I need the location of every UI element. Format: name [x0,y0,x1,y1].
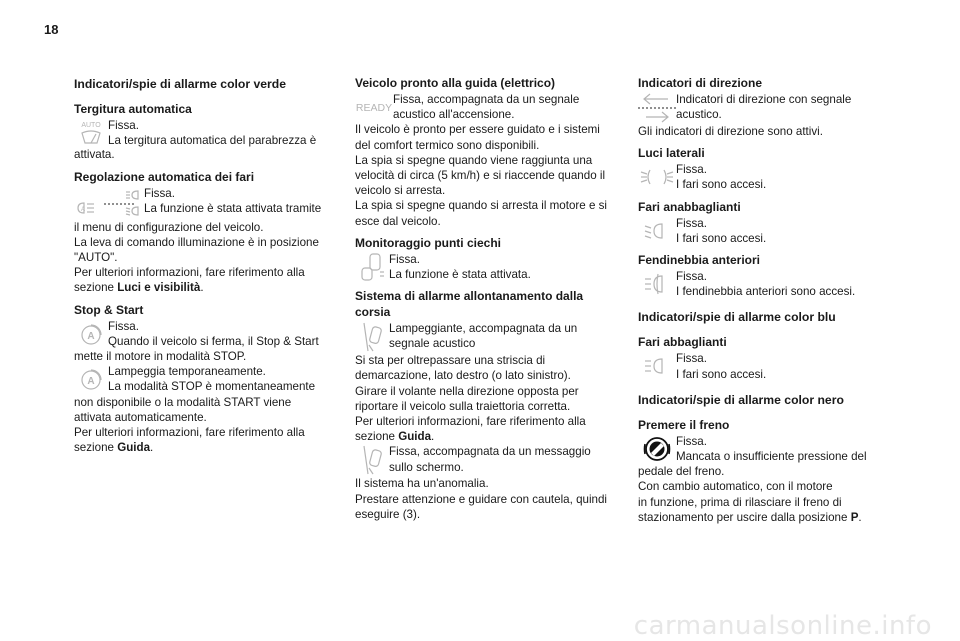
section-title-lane-departure-1: Sistema di allarme allontanamento dalla [355,289,584,304]
lane-departure-a-line6: riportare il veicolo sulla traiettoria corretta. [355,399,571,413]
page-number: 18 [44,22,59,37]
lane-departure-b-line1: Fissa, accompagnata da un messaggio [389,445,591,459]
auto-wiper-icon-label: AUTO [81,122,101,129]
lane-departure-a-line8: sezione Guida. [355,430,435,444]
ready-line4: del comfort termico sono disponibili. [355,138,540,152]
ready-line3: Il veicolo è pronto per essere guidato e i sistemi [355,123,600,137]
side-lights-icon [638,162,676,192]
auto-headlights-line3: il menu di configurazione del veicolo. [74,220,264,234]
section-title-stop-start: Stop & Start [74,302,144,317]
side-lights-row [638,162,888,192]
side-lights-line1: Fissa. [676,163,707,177]
direction-indicators-line2: acustico. [676,108,722,122]
blind-spot-icon [355,252,389,282]
front-fog-icon [638,269,676,299]
stop-start-b-line5: Per ulteriori informazioni, fare riferimento alla [74,426,305,440]
direction-indicators-line1: Indicatori di direzione con segnale [676,93,852,106]
main-beam-line1: Fissa. [676,352,707,366]
stop-start-b-line2: La modalità STOP è momentaneamente [108,380,316,394]
ready-icon-label: READY [356,102,392,114]
lane-departure-b-line5: eseguire (3). [355,507,421,521]
lane-departure-b-line3: Il sistema ha un'anomalia. [355,477,489,491]
direction-indicators-line3: Gli indicatori di direzione sono attivi. [638,125,823,138]
ready-line1: Fissa, accompagnata da un segnale [393,93,580,106]
front-fog-line1: Fissa. [676,270,707,284]
front-fog-line2: I fendinebbia anteriori sono accesi. [676,285,856,299]
ready-icon [355,92,393,122]
svg-text:A: A [87,376,95,388]
direction-indicators-icon [638,92,676,124]
stop-start-a-line1: Fissa. [108,319,139,333]
auto-headlights-line4: La leva di comando illuminazione è in posizione [74,235,319,249]
lane-departure-b-line4: Prestare attenzione e guidare con cautela, quindi [355,492,608,506]
press-brake-line1: Fissa. [676,434,707,448]
section-title-main-beam: Fari abbaglianti [638,335,727,350]
stop-start-b-line3: non disponibile o la modalità START viene [74,395,292,409]
section-title-auto-wiping: Tergitura automatica [74,102,192,116]
heading-green-indicators: Indicatori/spie di allarme color verde [74,77,287,91]
dipped-beam-line1: Fissa. [676,216,707,230]
link-lights-visibility: Luci e visibilità [117,281,201,295]
auto-headlights-line2: La funzione è stata attivata tramite [144,201,322,215]
auto-headlights-line6: Per ulteriori informazioni, fare riferimento alla [74,266,305,280]
column-2 [355,76,617,522]
lane-departure-row-b [355,444,617,476]
stop-start-b-line4: attivata automaticamente. [74,410,207,424]
section-title-side-lights: Luci laterali [638,146,705,161]
stop-start-b-line6: sezione Guida. [74,441,154,455]
auto-headlights-icon-group [74,186,146,220]
section-title-direction-indicators: Indicatori di direzione [638,76,763,90]
heading-black-indicators: Indicatori/spie di allarme color nero [638,392,844,407]
auto-headlights-line5: "AUTO". [74,251,118,265]
headlight-a-icon [78,203,94,213]
auto-headlights-line1: Fissa. [144,186,175,200]
dipped-beam-icon [638,216,676,246]
ready-line6: velocità di circa (5 km/h) e si riaccende quando il [355,169,606,183]
main-beam-line2: I fari sono accesi. [676,367,767,381]
svg-text:A: A [87,330,95,342]
lane-departure-b-line2: sullo schermo. [389,460,464,474]
section-title-ready: Veicolo pronto alla guida (elettrico) [355,76,556,90]
ready-line5: La spia si spegne quando viene raggiunta una [355,153,593,167]
ready-line9: esce dal veicolo. [355,214,441,228]
section-title-front-fog: Fendinebbia anteriori [638,253,761,268]
stop-start-b-icon [74,364,108,394]
headlight-beam-icon [126,191,138,215]
ready-line8: La spia si spegne quando si arresta il motore e si [355,199,607,213]
link-driving-2: Guida [398,430,432,444]
auto-headlights-row [74,186,336,220]
auto-wiping-line2: La tergitura automatica del parabrezza è [108,134,317,148]
auto-wiping-row [74,118,336,148]
lane-departure-row-a [355,321,617,353]
svg-text:A: A [81,206,86,213]
section-title-dipped-beam: Fari anabbaglianti [638,199,741,214]
column-3 [638,76,888,525]
front-fog-row [638,269,888,299]
side-lights-line2: I fari sono accesi. [676,178,767,192]
gear-position-p: P [850,510,859,524]
press-brake-line5: in funzione, prima di rilasciare il freno di [638,495,842,509]
lane-departure-a-line1: Lampeggiante, accompagnata da un [389,322,578,336]
lane-departure-b-icon [355,444,389,476]
blind-spot-line1: Fissa. [389,252,420,266]
lane-departure-a-line5: Girare il volante nella direzione opposta per [355,384,579,398]
stop-start-a-line2: Quando il veicolo si ferma, il Stop & Start [108,334,319,348]
main-beam-row [638,351,888,381]
press-brake-line6: stazionamento per uscire dalla posizione P. [638,510,862,524]
lane-departure-a-line4: demarcazione, lato destro (o lato sinistro). [355,369,571,383]
lane-departure-a-line7: Per ulteriori informazioni, fare riferimento alla [355,415,586,429]
press-brake-line2: Mancata o insufficiente pressione del [676,450,867,464]
section-title-auto-headlights: Regolazione automatica dei fari [74,169,255,184]
brake-foot-icon [638,434,676,464]
main-beam-icon [638,351,676,381]
stop-start-row-a [74,319,336,349]
heading-blue-indicators: Indicatori/spie di allarme color blu [638,310,836,325]
auto-wiping-line3: attivata. [74,148,115,162]
column-1 [74,76,336,455]
lane-departure-a-line3: Si sta per oltrepassare una striscia di [355,354,546,368]
ready-line7: veicolo si arresta. [355,184,446,198]
watermark: carmanualsonline.info [633,610,932,641]
dipped-beam-line2: I fari sono accesi. [676,231,767,245]
blind-spot-line2: La funzione è stata attivata. [389,268,531,282]
press-brake-line3: pedale del freno. [638,465,725,479]
stop-start-row-b [74,364,336,394]
auto-wiping-line1: Fissa. [108,119,139,132]
dipped-beam-row [638,216,888,246]
stop-start-a-line3: mette il motore in modalità STOP. [74,350,247,364]
stop-start-a-icon [74,319,108,349]
lane-departure-a-line2: segnale acustico [389,337,476,351]
direction-indicators-row [638,92,888,124]
ready-line2: acustico all'accensione. [393,108,515,122]
link-driving: Guida [117,441,151,455]
stop-start-b-line1: Lampeggia temporaneamente. [108,365,266,379]
section-title-lane-departure-2: corsia [355,305,391,320]
auto-wiper-icon [74,118,108,148]
press-brake-row [638,434,888,464]
blind-spot-row [355,252,617,282]
lane-departure-a-icon [355,321,389,353]
press-brake-line4: Con cambio automatico, con il motore [638,480,833,494]
ready-row [355,92,617,122]
section-title-blind-spot: Monitoraggio punti ciechi [355,235,501,250]
section-title-press-brake: Premere il freno [638,417,730,432]
auto-headlights-line7: sezione Luci e visibilità. [74,281,204,295]
